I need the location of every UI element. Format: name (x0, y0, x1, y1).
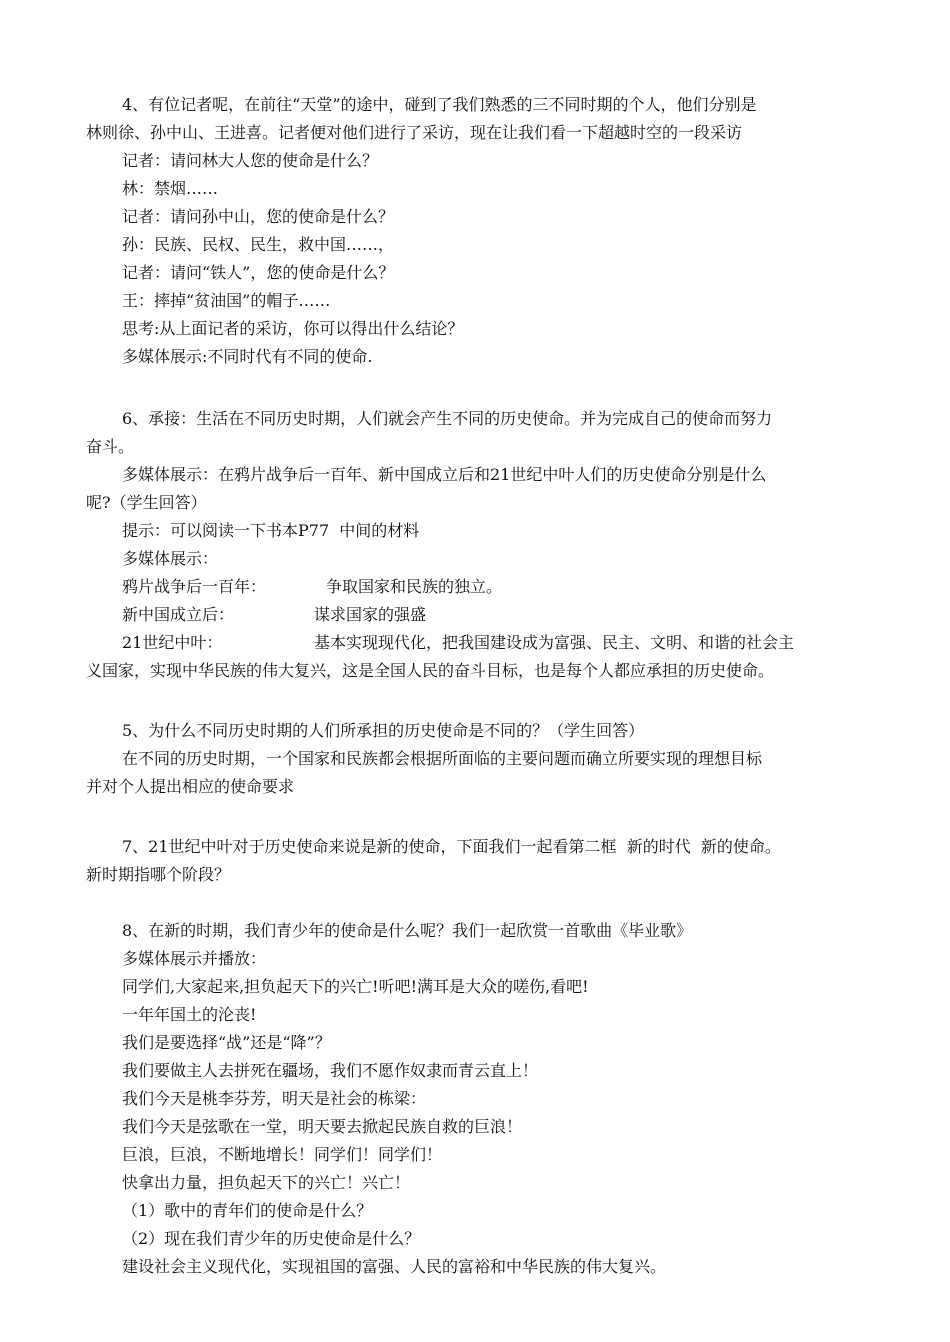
media-line: 多媒体展示并播放： (122, 949, 267, 968)
lyric-line: 同学们,大家起来,担负起天下的兴亡!听吧!满耳是大众的嗟伤,看吧! (122, 977, 589, 996)
paragraph-line: 6、承接：生活在不同历史时期，人们就会产生不同的历史使命。并为完成自己的使命而努力 (122, 409, 773, 428)
lyric-line: 我们是要选择“战”还是“降”？ (122, 1033, 331, 1052)
dialogue-line: 孙：民族、民权、民生，救中国……， (122, 235, 395, 254)
question-line: （2）现在我们青少年的历史使命是什么？ (122, 1229, 421, 1248)
period-mission: 义国家，实现中华民族的伟大复兴，这是全国人民的奋斗目标，也是每个人都应承担的历史使命。 (86, 661, 775, 680)
lyric-line: 我们今天是桃李芬芳，明天是社会的栋梁： (122, 1089, 427, 1108)
lyric-line: 巨浪，巨浪，不断地增长！同学们！同学们！ (122, 1145, 443, 1164)
media-line: 多媒体展示:不同时代有不同的使命. (122, 347, 373, 366)
answer-line: 建设社会主义现代化，实现祖国的富强、人民的富裕和中华民族的伟大复兴。 (122, 1257, 667, 1276)
period-mission: 谋求国家的强盛 (314, 605, 427, 624)
dialogue-line: 林：禁烟…… (122, 179, 219, 198)
lyric-line: 我们今天是弦歌在一堂，明天要去掀起民族自救的巨浪！ (122, 1117, 523, 1136)
period-label: 21世纪中叶： (122, 633, 223, 652)
paragraph-line: 林则徐、孙中山、王进喜。记者便对他们进行了采访，现在让我们看一下超越时空的一段采访 (86, 123, 743, 142)
lyric-line: 快拿出力量，担负起天下的兴亡！兴亡！ (122, 1173, 411, 1192)
paragraph-line: 奋斗。 (86, 437, 135, 456)
paragraph-line: 4、有位记者呢，在前往“天堂”的途中，碰到了我们熟悉的三不同时期的个人，他们分别是 (122, 95, 757, 114)
hint-line: 提示：可以阅读一下书本P77 中间的材料 (122, 521, 420, 540)
media-line: 呢?（学生回答） (86, 493, 207, 512)
paragraph-line: 新时期指哪个阶段？ (86, 865, 231, 884)
paragraph-line: 5、为什么不同历史时期的人们所承担的历史使命是不同的？（学生回答） (122, 721, 645, 740)
period-label: 鸦片战争后一百年： (122, 577, 267, 596)
paragraph-line: 并对个人提出相应的使命要求 (86, 777, 295, 796)
dialogue-line: 记者：请问孙中山，您的使命是什么？ (122, 207, 395, 226)
paragraph-line: 7、21世纪中叶对于历史使命来说是新的使命，下面我们一起看第二框 新的时代 新的使命。 (122, 837, 781, 856)
period-mission: 争取国家和民族的独立。 (326, 577, 503, 596)
dialogue-line: 记者：请问林大人您的使命是什么？ (122, 151, 379, 170)
period-label: 新中国成立后： (122, 605, 235, 624)
media-line: 多媒体展示： (122, 549, 219, 568)
lyric-line: 我们要做主人去拼死在疆场，我们不愿作奴隶而青云直上！ (122, 1061, 539, 1080)
dialogue-line: 记者：请问“铁人”，您的使命是什么？ (122, 263, 395, 282)
period-mission: 基本实现现代化，把我国建设成为富强、民主、文明、和谐的社会主 (314, 633, 795, 652)
lyric-line: 一年年国土的沦丧! (122, 1005, 257, 1024)
question-line: 思考:从上面记者的采访，你可以得出什么结论？ (122, 319, 464, 338)
media-line: 多媒体展示：在鸦片战争后一百年、新中国成立后和21世纪中叶人们的历史使命分别是什么 (122, 465, 767, 484)
dialogue-line: 王：摔掉“贫油国”的帽子…… (122, 291, 331, 310)
paragraph-line: 在不同的历史时期，一个国家和民族都会根据所面临的主要问题而确立所要实现的理想目标 (122, 749, 763, 768)
paragraph-line: 8、在新的时期，我们青少年的使命是什么呢？我们一起欣赏一首歌曲《毕业歌》 (122, 921, 693, 940)
question-line: （1）歌中的青年们的使命是什么？ (122, 1201, 373, 1220)
